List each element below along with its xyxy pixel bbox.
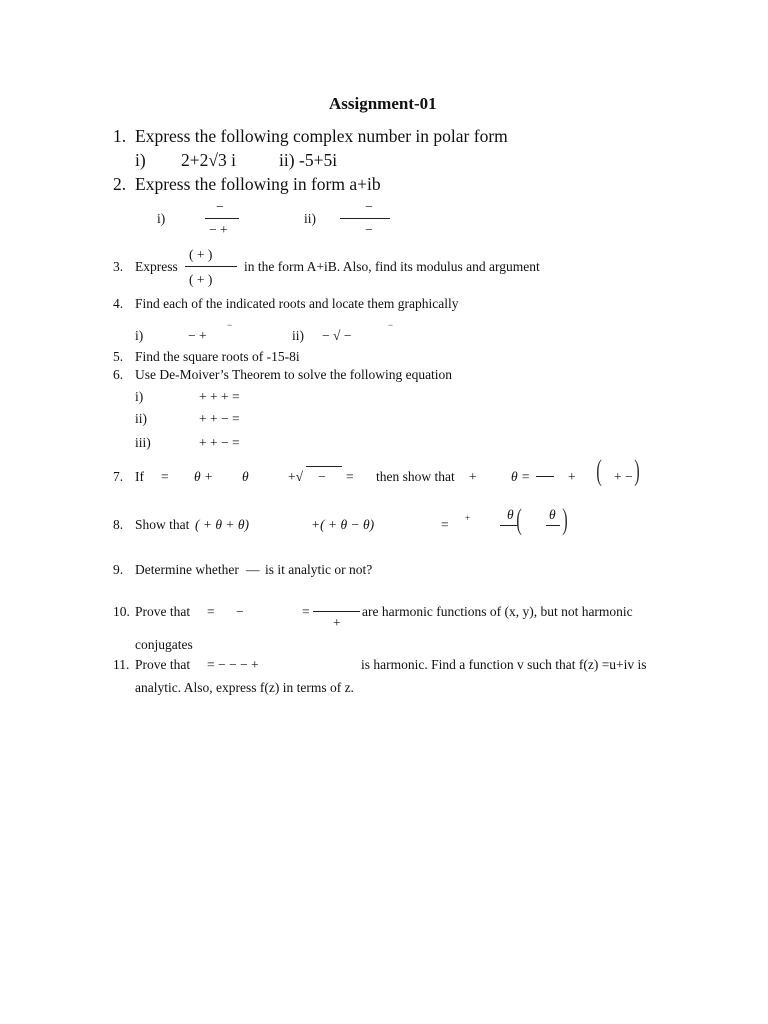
- q7-minus: −: [318, 469, 326, 484]
- q10-text-pre: Prove that: [135, 604, 191, 619]
- q7-theta-eq: θ =: [511, 469, 531, 484]
- q6-ii-expr: + + − =: [199, 411, 240, 426]
- q4-i-expr: − +: [188, 328, 207, 343]
- q4-i-label: i): [135, 328, 144, 343]
- q4-ii-expr: − √ −: [322, 328, 352, 343]
- q10-equals-1: =: [207, 604, 215, 619]
- q7-if: If: [135, 469, 144, 484]
- q2-ii-fraction-bar: [340, 218, 390, 219]
- q7-plus-1: +: [469, 469, 477, 484]
- q11-text-post: is harmonic. Find a function v such that f(z) =u+iv is: [361, 657, 647, 672]
- q2-i-denominator: − +: [209, 222, 228, 237]
- q4-ii-label: ii): [292, 328, 304, 343]
- q8-show-text: Show that: [135, 517, 190, 532]
- q2-ii-numerator: −: [365, 199, 373, 214]
- q5-number: 5.: [113, 349, 124, 364]
- q6-number: 6.: [113, 367, 124, 382]
- q10-number: 10.: [113, 604, 130, 619]
- q8-number: 8.: [113, 517, 124, 532]
- q6-iii-label: iii): [135, 435, 151, 450]
- q1-ii-expr: -5+5i: [299, 150, 338, 170]
- q1-i-label: i): [135, 150, 146, 170]
- q2-i-label: i): [157, 211, 166, 226]
- q2-i-numerator: −: [216, 199, 224, 214]
- q1-number: 1.: [113, 126, 127, 146]
- q7-number: 7.: [113, 469, 124, 484]
- q2-text: Express the following in form a+ib: [135, 174, 381, 194]
- q2-number: 2.: [113, 174, 127, 194]
- q10-denominator: +: [333, 615, 341, 630]
- q7-then-text: then show that: [376, 469, 455, 484]
- q6-i-expr: + + + =: [199, 389, 240, 404]
- q8-part-1: ( + θ + θ): [195, 517, 249, 532]
- q7-plus-2: +: [568, 469, 576, 484]
- q7-theta: θ: [242, 469, 249, 484]
- q10-minus: −: [236, 604, 244, 619]
- q8-superscript: +: [465, 513, 471, 523]
- q8-equals: =: [441, 517, 449, 532]
- q7-expr-1: θ +: [194, 469, 214, 484]
- q6-iii-expr: + + − =: [199, 435, 240, 450]
- q8-part-2: +( + θ − θ): [311, 517, 375, 532]
- q10-fraction-bar: [313, 611, 360, 612]
- q6-text: Use De-Moiver’s Theorem to solve the following equation: [135, 367, 453, 382]
- q7-sqrt-bar: [306, 466, 342, 467]
- q2-i-fraction-bar: [205, 218, 239, 219]
- q8-theta-2: θ: [549, 507, 556, 522]
- q11-text-pre: Prove that: [135, 657, 191, 672]
- q7-right-paren: ): [634, 454, 640, 487]
- q4-ii-exponent: −: [388, 320, 394, 330]
- q4-i-exponent: −: [227, 320, 233, 330]
- q3-number: 3.: [113, 259, 124, 274]
- q4-text: Find each of the indicated roots and locate them graphically: [135, 296, 459, 311]
- q10-continuation: conjugates: [135, 637, 193, 652]
- q4-number: 4.: [113, 296, 124, 311]
- q11-number: 11.: [113, 657, 130, 672]
- q5-text: Find the square roots of -15-8i: [135, 349, 300, 364]
- q3-fraction-numerator: ( + ): [189, 247, 213, 262]
- q10-text-post: are harmonic functions of (x, y), but not harmonic: [362, 604, 633, 619]
- q2-ii-denominator: −: [365, 222, 373, 237]
- q7-plus-sqrt: +√: [288, 469, 304, 484]
- q1-i-expr: 2+2√3 i: [181, 150, 236, 170]
- q7-equals-2: =: [346, 469, 354, 484]
- q3-fraction-denominator: ( + ): [189, 272, 213, 287]
- q3-fraction-bar: [185, 266, 237, 267]
- q8-right-paren: ): [562, 503, 568, 536]
- q9-dash: —: [246, 562, 260, 577]
- q2-ii-label: ii): [304, 211, 316, 226]
- q10-equals-2: =: [302, 604, 310, 619]
- q3-text-pre: Express: [135, 259, 178, 274]
- q1-text: Express the following complex number in polar form: [135, 126, 508, 146]
- q8-theta-1: θ: [507, 507, 514, 522]
- q7-equals-1: =: [161, 469, 169, 484]
- q11-expr: = − − − +: [207, 657, 259, 672]
- q1-ii-label: ii): [279, 150, 295, 170]
- q11-continuation: analytic. Also, express f(z) in terms of z.: [135, 680, 354, 695]
- page-title: Assignment-01: [329, 94, 437, 113]
- q7-paren-inner: + −: [614, 469, 633, 484]
- q6-ii-label: ii): [135, 411, 147, 426]
- q9-text-post: is it analytic or not?: [265, 562, 373, 577]
- q9-text-pre: Determine whether: [135, 562, 239, 577]
- q7-dash-bar: [536, 476, 554, 477]
- q9-number: 9.: [113, 562, 124, 577]
- q8-left-paren: (: [516, 503, 522, 536]
- q7-left-paren: (: [596, 454, 602, 487]
- q3-text-post: in the form A+iB. Also, find its modulus and argument: [244, 259, 540, 274]
- q6-i-label: i): [135, 389, 144, 404]
- q8-fraction-bar-2: [546, 525, 560, 526]
